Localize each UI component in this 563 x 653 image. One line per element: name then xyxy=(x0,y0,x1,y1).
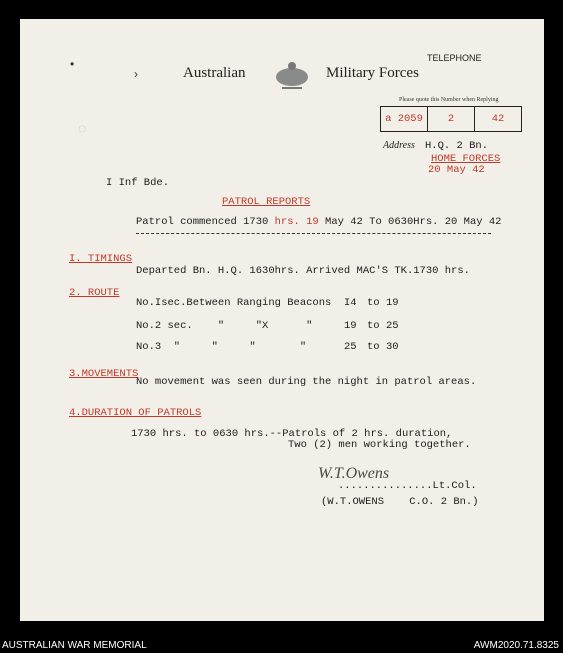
section-route-heading: 2. ROUTE xyxy=(69,287,120,299)
section-timings-text: Departed Bn. H.Q. 1630hrs. Arrived MAC'S TK.1730 hrs. xyxy=(136,265,470,277)
ref-caption: Please quote this Number when Replying xyxy=(399,97,499,103)
section-timings-heading: I. TIMINGS xyxy=(69,253,133,265)
address-unit: H.Q. 2 Bn. xyxy=(425,140,489,152)
address-label: Address xyxy=(383,140,415,151)
handwritten-signature: W.T.Owens xyxy=(318,465,390,482)
document-page xyxy=(20,19,544,621)
section-movements-text: No movement was seen during the night in patrol areas. xyxy=(136,376,477,388)
address-forces: HOME FORCES xyxy=(431,153,501,165)
signatory-name: (W.T.OWENS C.O. 2 Bn.) xyxy=(321,496,479,508)
telephone-label: TELEPHONE xyxy=(427,53,482,63)
section-duration-heading: 4.DURATION OF PATROLS xyxy=(69,407,202,419)
ref-cell: a 2059 xyxy=(381,107,428,131)
section-duration-line2: Two (2) men working together. xyxy=(288,439,471,451)
coat-of-arms-icon xyxy=(272,59,312,91)
signature-line: ...............Lt.Col. xyxy=(338,480,477,492)
ref-cell: 42 xyxy=(491,113,505,125)
section-duration-line1: 1730 hrs. to 0630 hrs.--Patrols of 2 hrs. duration, xyxy=(131,428,453,440)
report-subtitle: Patrol commenced 1730 hrs. 19 May 42 To 0630Hrs. 20 May 42 xyxy=(136,216,502,228)
letterhead-right: Military Forces xyxy=(326,65,419,81)
binder-hole-icon: ◌ xyxy=(78,120,87,136)
section-movements-heading: 3.MOVEMENTS xyxy=(69,368,139,380)
route-row-3: No.3 " " " " 25 to 30 xyxy=(136,341,399,353)
route-row-1: No.Isec.Between Ranging Beacons I4 to 19 xyxy=(136,297,399,309)
reference-number-box xyxy=(380,106,522,132)
subtitle-rule xyxy=(136,233,491,234)
ink-mark-icon: › xyxy=(134,67,138,81)
route-row-2: No.2 sec. " "X " 19 to 25 xyxy=(136,320,399,332)
footer-credit: AUSTRALIAN WAR MEMORIAL xyxy=(2,640,147,651)
report-title: PATROL REPORTS xyxy=(222,196,311,208)
ref-cell: 2 xyxy=(428,107,475,131)
addressee: I Inf Bde. xyxy=(106,177,170,189)
letter-date: 20 May 42 xyxy=(428,164,485,176)
punch-mark-icon: • xyxy=(70,57,75,71)
footer-accession: AWM2020.71.8325 xyxy=(473,640,559,651)
letterhead-left: Australian xyxy=(183,65,246,81)
